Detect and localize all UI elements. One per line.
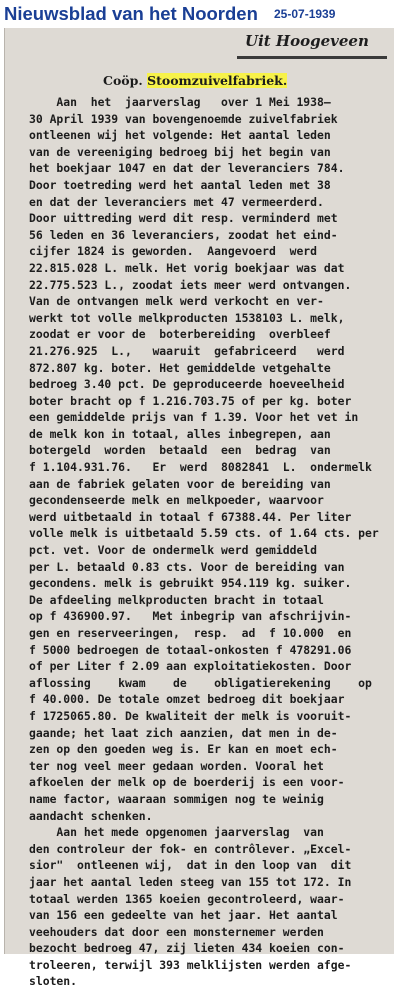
article-headline	[103, 73, 287, 88]
article-line: Door toetreding werd het aantal leden met 38	[29, 177, 331, 192]
article-line: jaar het aantal leden steeg van 155 tot 172. In	[29, 874, 352, 889]
article-line: zen op den goeden weg is. Er kan en moet ech-	[29, 742, 338, 757]
headline-highlighted-word: Stoomzuivelfabriek.	[147, 73, 288, 88]
article-line: totaal werden 1365 koeien gecontroleerd, waar-	[29, 891, 345, 906]
article-line: f 1725065.80. De kwaliteit der melk is vooruit-	[29, 708, 352, 723]
headline-prefix: Coöp.	[103, 73, 143, 88]
article-line: botergeld worden betaald een bedrag van	[29, 443, 331, 458]
article-line: werkt tot volle melkproducten 1538103 L. melk,	[29, 310, 345, 325]
article-line: ontleenen wij het volgende: Het aantal leden	[29, 128, 331, 143]
article-line: veehouders dat door een monsternemer werden	[29, 924, 324, 939]
article-line: 21.276.925 L., waaruit gefabriceerd werd	[29, 343, 345, 358]
article-line: bezocht bedroeg 47, zij lieten 434 koeien con-	[29, 941, 345, 956]
article-line: 56 leden en 36 leveranciers, zoodat het eind-	[29, 227, 338, 242]
article-line: aandacht schenken.	[29, 808, 153, 823]
article-line: den controleur der fok- en contrôlever. „Excel-	[29, 841, 352, 856]
article-line: Aan het jaarverslag over 1 Mei 1938—	[29, 95, 331, 109]
article-line: bedroeg 3.40 pct. De geproduceerde hoeveelheid	[29, 377, 345, 392]
article-line: sloten.	[29, 974, 78, 989]
article-line: pct. vet. Voor de ondermelk werd gemiddeld	[29, 543, 318, 558]
article-line: aan de fabriek gelaten voor de bereiding van	[29, 476, 331, 491]
article-line: aflossing kwam de obligatierekening op	[29, 675, 372, 690]
article-line: per L. betaald 0.83 cts. Voor de bereiding van	[29, 559, 345, 574]
section-title: Uit Hoogeveen	[245, 32, 369, 50]
article-line: troleeren, terwijl 393 melklijsten werden afge-	[29, 957, 352, 972]
article-line: gecondens. melk is gebruikt 954.119 kg. suiker.	[29, 576, 352, 591]
article-line: de melk kon in totaal, alles inbegrepen, aan	[29, 426, 331, 441]
article-line: afkoelen der melk op de boerderij is een voor-	[29, 775, 345, 790]
article-line: f 40.000. De totale omzet bedroeg dit boekjaar	[29, 692, 345, 707]
article-line: 872.807 kg. boter. Het gemiddelde vetgehalte	[29, 360, 331, 375]
article-line: 22.815.028 L. melk. Het vorig boekjaar was dat	[29, 260, 345, 275]
article-line: zoodat er voor de boterbereiding overbleef	[29, 327, 331, 342]
article-line: cijfer 1824 is geworden. Aangevoerd werd	[29, 244, 318, 259]
article-line: De afdeeling melkproducten bracht in totaal	[29, 592, 324, 607]
article-line: boter bracht op f 1.216.703.75 of per kg. boter	[29, 393, 352, 408]
article-line: f 1.104.931.76. Er werd 8082841 L. ondermelk	[29, 460, 372, 475]
newspaper-clipping	[4, 28, 394, 989]
article-line: ter nog veel meer gedaan worden. Vooral het	[29, 758, 324, 773]
article-body	[29, 94, 399, 990]
article-line: op f 436900.97. Met inbegrip van afschrijvin-	[29, 609, 352, 624]
article-line: werd uitbetaald in totaal f 67388.44. Per liter	[29, 509, 352, 524]
article-line: 22.775.523 L., zoodat iets meer werd ontvangen.	[29, 277, 352, 292]
article-line: het boekjaar 1047 en dat der leveranciers 784.	[29, 161, 345, 176]
article-line: gen en reserveeringen, resp. ad f 10.000 en	[29, 626, 352, 640]
article-line: gecondenseerde melk en melkpoeder, waarvoor	[29, 493, 324, 508]
publication-date: 25-07-1939	[274, 7, 336, 21]
article-line: van de vereeniging bedroeg bij het begin van	[29, 144, 331, 159]
article-line: Aan het mede opgenomen jaarverslag van	[29, 825, 324, 840]
article-line: f 5000 bedroegen de totaal-onkosten f 478291.06	[29, 642, 352, 657]
article-line: name factor, waaraan sommigen nog te weinig	[29, 791, 324, 806]
section-rule	[237, 56, 387, 59]
article-line: 30 April 1939 van bovengenoemde zuivelfabriek	[29, 111, 338, 126]
article-line: en dat der leveranciers met 47 vermeerderd.	[29, 194, 324, 209]
article-line: volle melk is uitbetaald 5.59 cts. of 1.64 cts. per	[29, 526, 379, 541]
article-line: of per Liter f 2.09 aan exploitatiekosten. Door	[29, 659, 352, 674]
article-line: gaande; het laat zich aanzien, dat men in de-	[29, 725, 338, 740]
article-line: Van de ontvangen melk werd verkocht en ver-	[29, 294, 324, 309]
article-line: een gemiddelde prijs van f 1.39. Voor het vet in	[29, 410, 359, 425]
newspaper-name: Nieuwsblad van het Noorden	[4, 3, 258, 24]
masthead-bar	[0, 0, 400, 30]
article-line: sior" ontleenen wij, dat in den loop van dit	[29, 858, 352, 873]
article-line: van 156 een gedeelte van het jaar. Het aantal	[29, 908, 338, 923]
article-line: Door uittreding werd dit resp. verminderd met	[29, 211, 338, 226]
